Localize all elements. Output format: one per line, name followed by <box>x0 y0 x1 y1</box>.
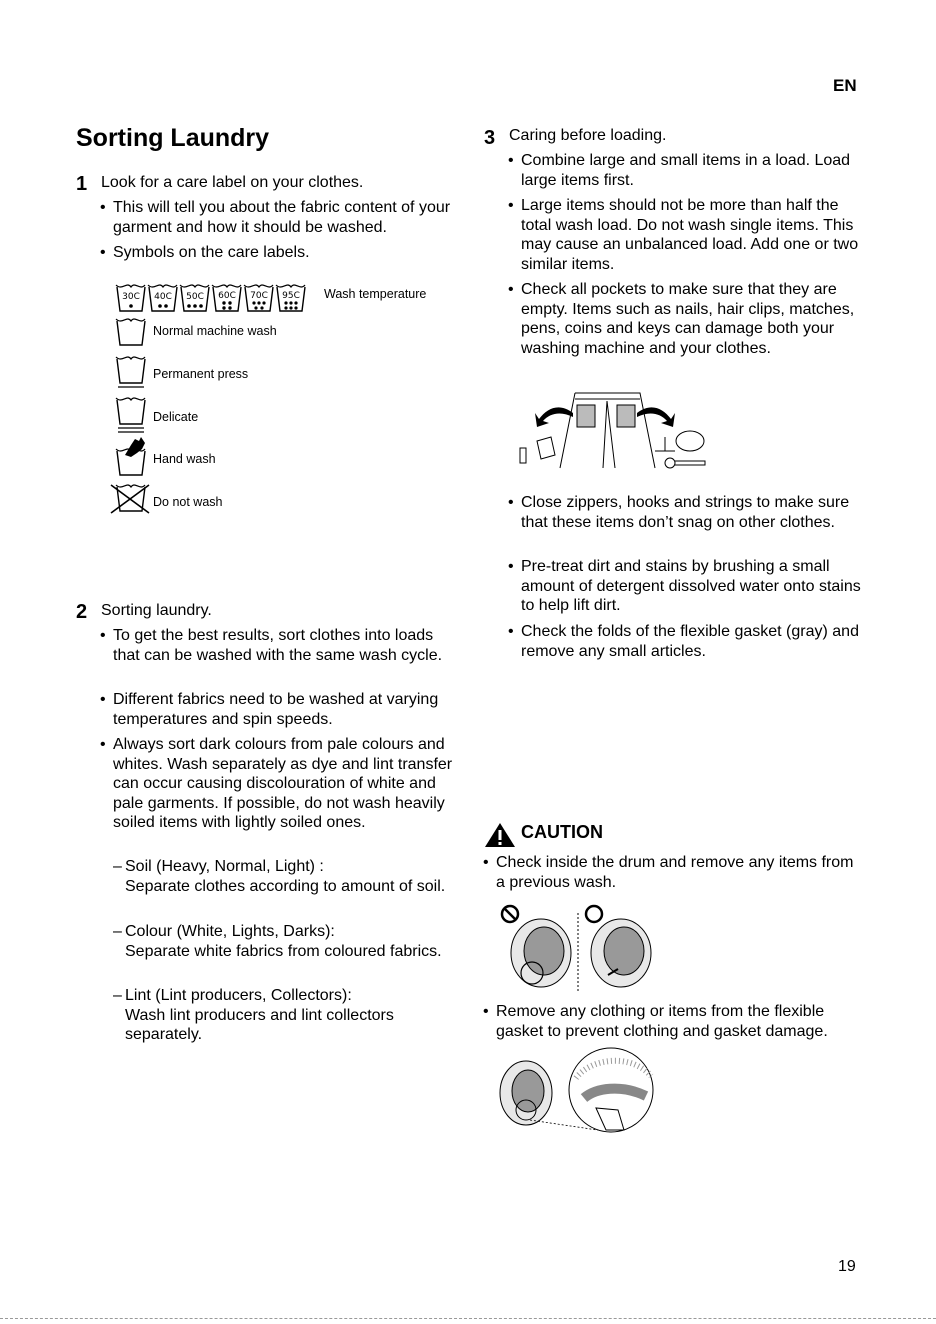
delicate-wash-icon <box>115 396 147 434</box>
bullet-dot: • <box>483 1003 489 1020</box>
step-2-bullet <box>100 626 443 665</box>
bullet-text: Check all pockets to make sure that they are empty. Items such as nails, hair clips, matches, pens, coins and keys can damage both your washing machine and your clothes. <box>521 281 855 357</box>
svg-text:95C: 95C <box>282 291 300 301</box>
footer-divider <box>0 1318 936 1319</box>
step-3-text: Caring before loading. <box>509 127 667 144</box>
svg-text:30C: 30C <box>122 292 140 302</box>
bullet-text: Check the folds of the flexible gasket (gray) and remove any small articles. <box>521 623 859 660</box>
bullet-text: Different fabrics need to be washed at varying temperatures and spin speeds. <box>113 691 439 728</box>
wash-temperature-icons <box>115 283 305 315</box>
wash-temperature-label: Wash temperature <box>324 287 427 301</box>
step-1-bullet <box>100 243 458 263</box>
step-2-bullet <box>100 735 453 833</box>
step-2-sub-item <box>113 922 450 961</box>
bullet-text: Close zippers, hooks and strings to make sure that these items don’t snag on other clothes. <box>521 494 850 531</box>
dash-marker: – <box>113 987 122 1004</box>
pockets-illustration <box>515 393 715 473</box>
sub-item-body: Separate clothes according to amount of soil. <box>125 877 446 895</box>
bullet-dot: • <box>483 854 489 871</box>
normal-wash-label: Normal machine wash <box>153 324 277 338</box>
hand-wash-label: Hand wash <box>153 452 216 466</box>
do-not-wash-label: Do not wash <box>153 495 223 509</box>
sub-item-body: Wash lint producers and lint collectors separately. <box>125 1006 394 1044</box>
delicate-wash-label: Delicate <box>153 410 199 424</box>
tub-95c-icon <box>276 285 305 311</box>
svg-text:70C: 70C <box>250 291 268 301</box>
bullet-text: Always sort dark colours from pale colours and whites. Wash separately as dye and lint transfer can occur causing discolouration of white and pale garments. If possible, do not wash heavily soiled items with lightly soiled ones. <box>113 736 453 832</box>
step-3-bullet <box>508 196 861 274</box>
page-title: Sorting Laundry <box>76 124 270 152</box>
bullet-dot: • <box>508 152 514 169</box>
bullet-dot: • <box>508 197 514 214</box>
permanent-press-icon <box>115 355 147 389</box>
step-1-text: Look for a care label on your clothes. <box>101 174 364 191</box>
hand-wash-icon <box>115 437 149 477</box>
sub-item-heading: Colour (White, Lights, Darks): <box>125 923 335 940</box>
step-3-bullet <box>508 151 851 190</box>
normal-wash-icon <box>115 317 147 347</box>
step-1-number: 1 <box>76 173 88 195</box>
tub-60c-icon <box>212 285 241 311</box>
bullet-dot: • <box>508 623 514 640</box>
bullet-text: To get the best results, sort clothes into loads that can be washed with the same wash cycle. <box>113 627 443 664</box>
step-2-number: 2 <box>76 601 88 623</box>
bullet-dot: • <box>508 281 514 298</box>
dash-marker: – <box>113 923 122 940</box>
caution-bullet <box>483 853 856 892</box>
bullet-dot: • <box>100 736 106 753</box>
step-3-bullet <box>508 622 861 661</box>
bullet-text: Check inside the drum and remove any items from a previous wash. <box>496 854 854 891</box>
step-2-sub-item <box>113 986 450 1045</box>
bullet-dot: • <box>100 244 106 261</box>
bullet-dot: • <box>508 494 514 511</box>
svg-text:50C: 50C <box>186 292 204 302</box>
step-3-number: 3 <box>484 127 496 149</box>
dash-marker: – <box>113 858 122 875</box>
bullet-dot: • <box>508 558 514 575</box>
bullet-text: Combine large and small items in a load. Load large items first. <box>521 152 851 189</box>
do-not-wash-icon <box>110 483 150 515</box>
permanent-press-label: Permanent press <box>153 367 249 381</box>
step-2-bullet <box>100 690 443 729</box>
tub-30c-icon <box>116 285 145 311</box>
language-code: EN <box>833 76 857 95</box>
caution-label: CAUTION <box>521 822 603 842</box>
bullet-text: Symbols on the care labels. <box>113 244 310 261</box>
tub-70c-icon <box>244 285 273 311</box>
warning-icon <box>484 822 516 848</box>
bullet-text: Pre-treat dirt and stains by brushing a small amount of detergent dissolved water onto stains to help lift dirt. <box>521 558 861 615</box>
caution-bullet <box>483 1002 856 1041</box>
step-3-bullet <box>508 280 861 358</box>
svg-text:60C: 60C <box>218 291 236 301</box>
step-3-bullet <box>508 557 861 616</box>
bullet-dot: • <box>100 691 106 708</box>
sub-item-heading: Lint (Lint producers, Collectors): <box>125 987 352 1004</box>
bullet-dot: • <box>100 627 106 644</box>
step-1-bullet <box>100 198 458 237</box>
tub-50c-icon <box>180 285 209 311</box>
gasket-illustration <box>496 1048 661 1138</box>
step-2-sub-item <box>113 857 450 896</box>
tub-40c-icon <box>148 285 177 311</box>
bullet-text: Large items should not be more than half the total wash load. Do not wash single items. This may cause an unbalanced load. Add one or two similar items. <box>521 197 859 273</box>
svg-text:40C: 40C <box>154 292 172 302</box>
sub-item-heading: Soil (Heavy, Normal, Light) : <box>125 858 324 875</box>
step-3-bullet <box>508 493 861 532</box>
step-2-text: Sorting laundry. <box>101 602 212 619</box>
sub-item-body: Separate white fabrics from coloured fabrics. <box>125 942 442 960</box>
page-number: 19 <box>838 1258 856 1275</box>
bullet-dot: • <box>100 199 106 216</box>
bullet-text: This will tell you about the fabric content of your garment and how it should be washed. <box>113 199 451 236</box>
bullet-text: Remove any clothing or items from the flexible gasket to prevent clothing and gasket damage. <box>496 1003 828 1040</box>
drum-check-illustration <box>496 903 666 993</box>
